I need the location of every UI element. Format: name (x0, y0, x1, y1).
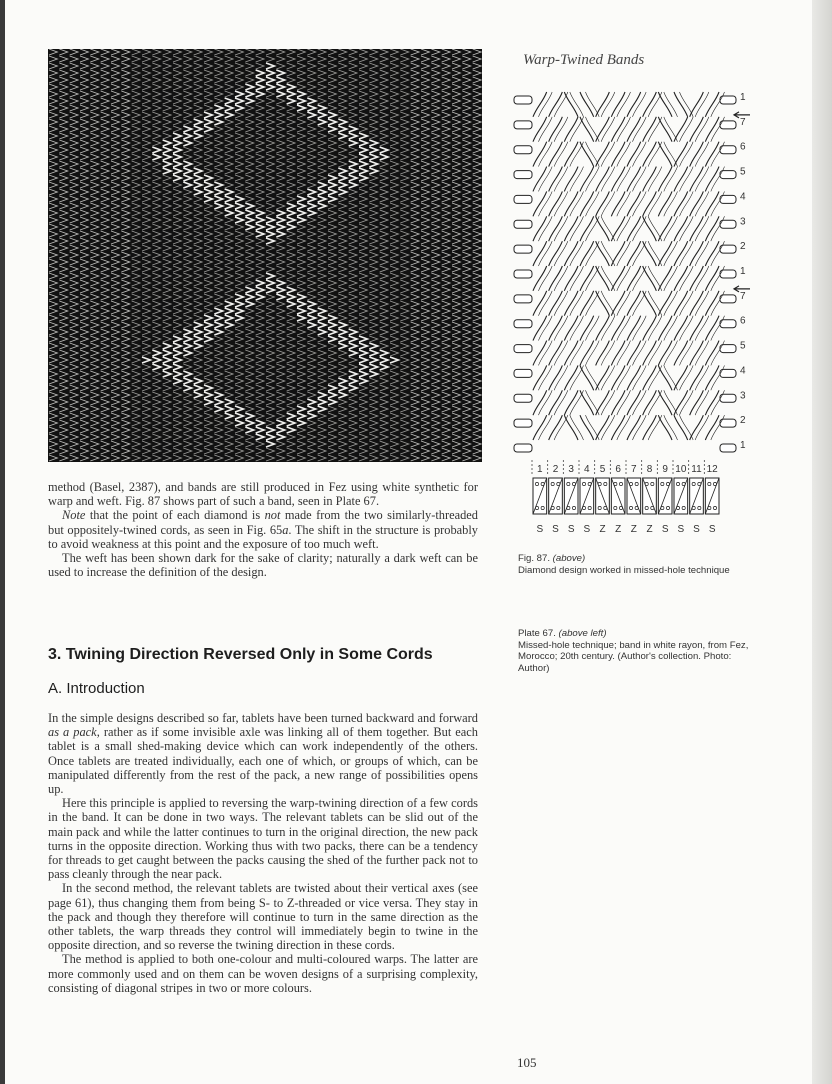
row-number-6: 3 (740, 216, 746, 228)
body-text-top (48, 480, 478, 579)
paragraph-6: In the second method, the relevant tablets are twisted about their vertical axes (see page 61), thus changing them from being S- to Z-threaded or vice versa. They stay in the pack and though they therefore will continue to turn in the same direction as the other tablets, the warp threads they control will immediately begin to twine in the opposite direction, and so reverse the twining direction in these cords. (48, 881, 478, 953)
threading-letter-10: S (677, 524, 685, 535)
plate-caption-label: Plate 67. (518, 628, 556, 639)
paragraph-7: The method is applied to both one-colour and multi-coloured warps. The latter are more commonly used and on them can be woven designs of a surprising complexity, consisting of diagonal stripes in two or more colours. (48, 952, 478, 995)
row-number-1: 1 (740, 92, 746, 103)
plate-caption-text: Missed-hole technique; band in white rayon, from Fez, Morocco; 20th century. (Author's collection. Photo: Author) (518, 639, 749, 674)
paragraph-1: method (Basel, 2387), and bands are still produced in Fez using white synthetic for warp and weft. Fig. 87 shows part of such a band, seen in Plate 67. (48, 480, 478, 509)
fig-caption-note: (above) (552, 553, 586, 564)
section-heading: 3. Twining Direction Reversed Only in Some Cords (48, 646, 433, 663)
plate-67-photo (48, 49, 482, 462)
p2-text-a: that the point of each diamond is (85, 508, 265, 523)
row-number-7: 2 (740, 241, 746, 253)
threading-letter-3: S (567, 524, 575, 535)
threading-letter-9: S (661, 524, 669, 535)
page-number: 105 (517, 1055, 537, 1070)
threading-letter-4: S (583, 524, 591, 535)
tablet-number-12: 12 (706, 464, 718, 475)
subsection-heading: A. Introduction (48, 680, 145, 697)
threading-letter-8: Z (646, 524, 653, 535)
body-text-bottom (48, 711, 478, 995)
row-number-13: 3 (740, 390, 746, 402)
row-number-14: 2 (740, 415, 746, 427)
threading-letter-7: Z (630, 524, 637, 535)
row-number-9: 7 (740, 290, 746, 302)
tablet-number-8: 8 (646, 464, 653, 475)
not-word: not (264, 508, 281, 523)
page-edge-left (0, 0, 5, 1084)
tablet-number-1: 1 (537, 464, 543, 475)
paragraph-4 (48, 711, 478, 796)
fig-87-caption (518, 553, 758, 576)
paragraph-2 (48, 508, 478, 551)
fig-caption-label: Fig. 87. (518, 553, 550, 564)
tablet-number-11: 11 (691, 464, 702, 475)
row-number-3: 6 (740, 141, 746, 153)
row-number-15: 1 (740, 440, 746, 451)
page-edge-right (812, 0, 832, 1084)
note-word: Note (62, 508, 86, 523)
tablet-number-9: 9 (662, 464, 668, 475)
tablet-number-2: 2 (552, 464, 559, 475)
threading-letter-1: S (536, 524, 544, 535)
p4-text-b: , rather as if some invisible axle was linking all of them together. But each tablet is a small shed-making device which can work independently of the others. Once tablets are treated individually, each one of which, or groups of which, can be manipulated differently from the rest of the pack, a new range of possibilities opens up. (48, 725, 478, 797)
threading-letter-2: S (552, 524, 559, 535)
row-number-4: 5 (740, 166, 746, 178)
row-number-11: 5 (740, 340, 746, 352)
fig-ref-a: a (282, 522, 289, 537)
tablet-number-10: 10 (675, 464, 687, 475)
threading-letter-11: S (693, 524, 700, 535)
band-weave-pattern (49, 49, 481, 461)
row-number-8: 1 (740, 266, 746, 277)
plate-caption-note: (above left) (558, 628, 607, 639)
p2-text-b: made from the two similarly-threaded but oppositely-twined cords, as seen in Fig. 65 (48, 508, 478, 537)
tablet-number-7: 7 (631, 464, 637, 475)
row-number-10: 6 (740, 315, 746, 327)
paragraph-3: The weft has been shown dark for the sake of clarity; naturally a dark weft can be used to increase the definition of the design. (48, 551, 478, 580)
diagram-structure (514, 92, 736, 452)
plate-67-caption (518, 628, 758, 674)
threading-letter-12: S (708, 524, 716, 535)
p2-text-c: . The shift in the structure is probably to avoid weakness at this point and the exposure of too much weft. (48, 522, 478, 551)
row-number-12: 4 (740, 365, 746, 377)
p4-text-a: In the simple designs described so far, tablets have been turned backward and forward (48, 711, 478, 725)
tablet-number-5: 5 (599, 464, 606, 475)
row-number-5: 4 (740, 191, 746, 203)
running-title: Warp-Twined Bands (523, 52, 645, 68)
paragraph-5: Here this principle is applied to reversing the warp-twining direction of a few cords in the band. It can be done in two ways. The relevant tablets can be slid out of the main pack and while the latter continues to turn in the original direction, the new pack turns in the opposite direction. Working thus with two packs, there can be a tendency for threads to get caught between the packs causing the shed of the further pack not to pass cleanly through the near pack. (48, 796, 478, 882)
threading-letter-5: Z (599, 524, 606, 535)
fig-caption-text: Diamond design worked in missed-hole technique (518, 564, 730, 576)
woven-band-image (48, 49, 482, 462)
as-a-pack-phrase: as a pack (48, 725, 97, 740)
tablet-number-3: 3 (568, 464, 574, 475)
tablet-number-4: 4 (584, 464, 590, 475)
fig-87-diagram (508, 80, 754, 540)
tablet-number-6: 6 (615, 464, 621, 475)
threading-letter-6: Z (615, 524, 622, 535)
row-number-2: 7 (740, 116, 746, 128)
